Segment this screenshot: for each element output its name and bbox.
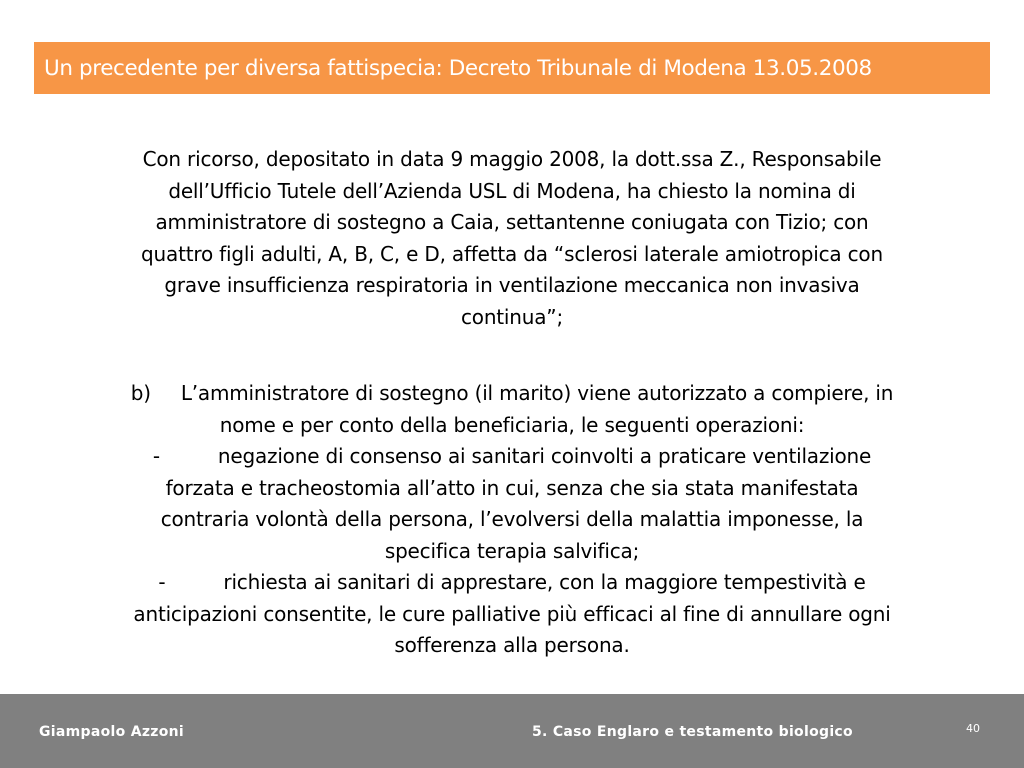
title-bar <box>34 42 990 94</box>
paragraph-line: quattro figli adulti, A, B, C, e D, affetta da “sclerosi laterale amiotropica con <box>141 241 883 266</box>
paragraph-operazioni <box>60 378 964 662</box>
dash-item-line: anticipazioni consentite, le cure palliative più efficaci al fine di annullare ogni <box>133 601 891 626</box>
paragraph-line: continua”; <box>460 304 563 329</box>
dash-item-line: sofferenza alla persona. <box>394 633 630 657</box>
slide-title: Un precedente per diversa fattispecia: Decreto Tribunale di Modena 13.05.2008 <box>44 55 872 81</box>
paragraph-line: amministratore di sostegno a Caia, settantenne coniugata con Tizio; con <box>155 210 869 234</box>
dash-item-line: contraria volontà della persona, l’evolversi della malattia imponesse, la <box>160 507 864 531</box>
footer-section-title: 5. Caso Englaro e testamento biologico <box>532 724 853 740</box>
item-b-text: L’amministratore di sostegno (il marito) viene autorizzato a compiere, in <box>180 381 894 405</box>
paragraph-line: dell’Ufficio Tutele dell’Azienda USL di Modena, ha chiesto la nomina di <box>168 178 856 203</box>
footer-author: Giampaolo Azzoni <box>39 724 185 740</box>
page-number: 40 <box>966 722 980 735</box>
item-b-line <box>60 378 964 410</box>
dash-item-line <box>60 441 964 473</box>
dash-item-line <box>60 567 964 599</box>
dash-marker: - <box>152 444 160 468</box>
paragraph-ricorso <box>60 144 964 333</box>
dash-marker: - <box>158 570 166 594</box>
paragraph-line: grave insufficienza respiratoria in ventilazione meccanica non invasiva <box>164 273 860 297</box>
paragraph-line: Con ricorso, depositato in data 9 maggio 2008, la dott.ssa Z., Responsabile <box>142 147 882 171</box>
dash-item-line: specifica terapia salvifica; <box>384 538 640 563</box>
item-b-marker: b) <box>130 381 151 405</box>
footer-bar <box>0 694 1024 768</box>
dash-item-line: forzata e tracheostomia all’atto in cui, senza che sia stata manifestata <box>165 475 859 500</box>
dash-item-text: richiesta ai sanitari di apprestare, con la maggiore tempestività e <box>223 570 866 594</box>
dash-item-text: negazione di consenso ai sanitari coinvolti a praticare ventilazione <box>217 444 872 468</box>
item-b-line: nome e per conto della beneficiaria, le seguenti operazioni: <box>219 412 805 437</box>
